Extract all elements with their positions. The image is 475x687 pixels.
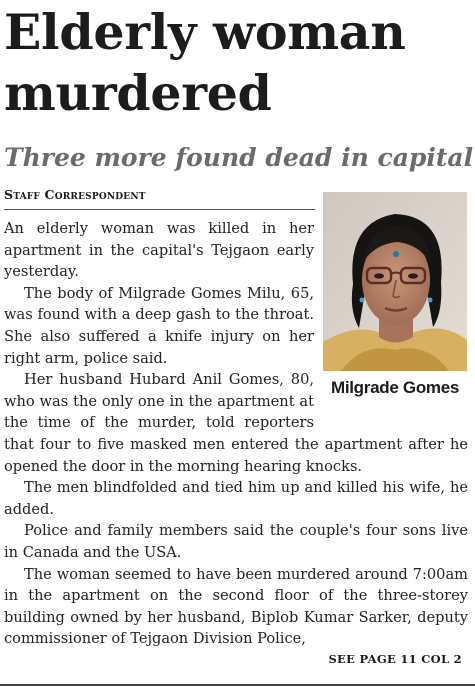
paragraph-2: The body of Milgrade Gomes Milu, 65, was found with a deep gash to the throat. She also suffered a knife injury on her right arm, police said. [4, 284, 314, 367]
paragraph-1: An elderly woman was killed in her apartment in the capital's Tejgaon early yesterday. [4, 220, 314, 281]
bottom-rule [0, 684, 475, 686]
paragraph-3: Her husband Hubard Anil Gomes, 80, who was the only one in the apartment at the time of the murder, told reporters that four to five masked men entered the apartment after he opened the door in the morning hearing knocks. [4, 371, 468, 475]
headline: Elderly woman murdered [4, 3, 406, 122]
subheadline: Three more found dead in capital [4, 143, 474, 172]
continued-on-page-link[interactable]: SEE PAGE 11 COL 2 [328, 652, 462, 666]
byline: Staff Correspondent [4, 187, 146, 202]
photo-wrap-spacer [320, 218, 468, 413]
paragraph-4: The men blindfolded and tied him up and killed his wife, he added. [4, 479, 468, 518]
article-body [4, 218, 468, 650]
photo-caption: Milgrade Gomes [330, 378, 460, 397]
byline-rule [4, 209, 315, 210]
paragraph-5: Police and family members said the couple's four sons live in Canada and the USA. [4, 522, 468, 561]
paragraph-6: The woman seemed to have been murdered around 7:00am in the apartment on the second floor of the three-storey building owned by her husband, Biplob Kumar Sarker, deputy commissioner of Tejgaon Division Police, [4, 565, 468, 648]
